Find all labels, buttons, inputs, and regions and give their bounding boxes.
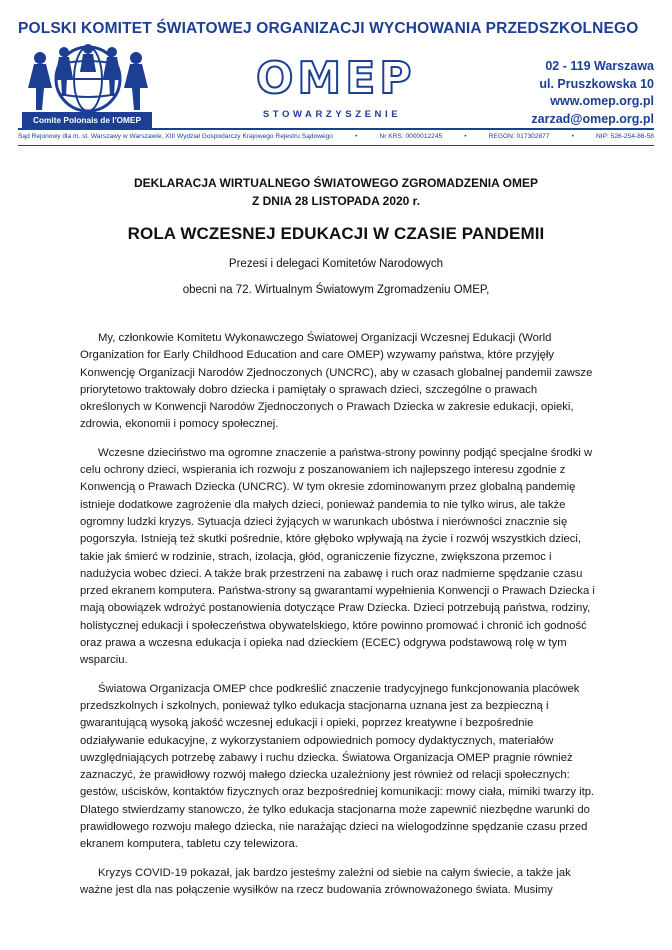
contact-block xyxy=(474,58,654,128)
paragraph: Wczesne dzieciństwo ma ogromne znaczenie a państwa-strony powinny podjąć specjalne środki w celu ochrony dzieci, wspierania ich rozwoju z poszanowaniem ich najlepszego interesu zgodnie z Konwencją o Prawach Dziecka (UNCRC). W tym okresie zdominowanym przez globalną pandemię istnieje dodatkowe zagrożenie dla małych dzieci, ponieważ pandemia to nie tylko wirus, ale także ogromny ludzki kryzys. Sytuacja dzieci żyjących w warunkach ubóstwa i nierówności znacznie się pogorszyła. Istnieją też skutki pośrednie, które głęboko wpływają na życie i rozwój wszystkich dzieci, takie jak śmierć w rodzinie, strach, izolacja, głód, ograniczenie fizyczne, zwiększona przemoc i nadużycia wobec dzieci. A także brak przestrzeni na zabawę i ruch oraz nadmierne spędzanie czasu przed ekranem komputera. Państwa-strony są gwarantami wypełnienia Konwencji o Prawach Dziecka i mają obowiązek wdrożyć postanowienia dotyczące Praw Dziecka. Dzieci potrzebują państwa, rodziny, holistycznej edukacji i społeczeństwa obywatelskiego, które powinno promować i chronić ich godność oraz prawa a wczesna edukacja i opieka nad dzieckiem (ECEC) odgrywa podstawową rolę w tym wsparciu. xyxy=(80,446,595,667)
registry-court: Sąd Rejonowy dla m. st. Warszawy w Warszawie, XIII Wydział Gospodarczy Krajowego Rejestru Sądowego xyxy=(18,133,333,140)
omep-wordmark: OMEP xyxy=(256,53,416,104)
letterhead-divider-top xyxy=(18,128,654,130)
paragraph: My, członkowie Komitetu Wykonawczego Światowej Organizacji Wczesnej Edukacji (World Organization for Early Childhood Education and care OMEP) wzywamy państwa, które przyjęły Konwencję Organizacji Narodów Zjednoczonych (UNCRC), aby w czasach globalnej pandemii zawsze priorytetowo traktowały dobro dziecka i pamiętały o sprawach dzieci, szczególne o prawach określonych w Konwencji Narodów Zjednoczonych o Prawach Dziecka w zakresie edukacji, opieki, zdrowia, ekonomii i pomocy społecznej. xyxy=(80,332,593,431)
street-address: ul. Pruszkowska 10 xyxy=(539,76,654,91)
paragraph: Światowa Organizacja OMEP chce podkreślić znaczenie tradycyjnego funkcjonowania placówek przedszkolnych i szkolnych, ponieważ tylko edukacja stacjonarna uznana jest za bezpieczną i gwarantującą wysoką jakość wczesnej edukacji i opieki, poprzez kreatywne i bezpośrednie odziaływanie edukacyjne, z wykorzystaniem odpowiednich pomocy dydaktycznych, materiałów uwzględniających potrzebę zabawy i ruchu dziecka. Światowa Organizacja OMEP pragnie również zaznaczyć, że prawidłowy rozwój małego dziecka uzależniony jest również od relacji społecznych: gestów, uścisków, kontaktów fizycznych oraz bezpośredniej komunikacji: mowy ciała, mimiki twarzy itp. Dlatego stwierdzamy stanowczo, że tylko edukacja stacjonarna może zapewnić niezbędne warunki do prawidłowego rozwoju małego dziecka, nie narażając dzieci na wielogodzinne spędzanie czasu przed ekranem komputera, tabletu czy telewizora. xyxy=(80,682,595,851)
declaration-heading-line1: DEKLARACJA WIRTUALNEGO ŚWIATOWEGO ZGROMADZENIA OMEP xyxy=(134,176,538,190)
logo-caption: Comite Polonais de l'OMEP xyxy=(22,112,152,128)
omep-logo xyxy=(22,44,154,136)
bullet-icon: • xyxy=(464,133,467,140)
registry-regon: REGON: 017302877 xyxy=(488,133,550,140)
postal-address: 02 - 119 Warszawa xyxy=(545,59,654,73)
paragraph: Kryzys COVID-19 pokazał, jak bardzo jesteśmy zależni od siebie na całym świecie, a także jak ważne jest dla nas połączenie wysiłków na rzecz budowania zrównoważonego świata. Musimy xyxy=(80,866,571,896)
letterhead xyxy=(0,0,672,160)
website-link[interactable]: www.omep.org.pl xyxy=(550,94,654,108)
email-link[interactable]: zarzad@omep.org.pl xyxy=(531,111,654,126)
document-title: ROLA WCZESNEJ EDUKACJI W CZASIE PANDEMII xyxy=(127,224,545,243)
addressee-line2: obecni na 72. Wirtualnym Światowym Zgromadzeniu OMEP, xyxy=(182,284,490,296)
declaration-body xyxy=(80,330,600,910)
registry-line xyxy=(18,133,654,140)
globe-children-icon xyxy=(22,44,154,114)
registry-nip: NIP: 526-254-86-58 xyxy=(596,133,654,140)
bullet-icon: • xyxy=(355,133,358,140)
registry-krs: Nr KRS: 0000012245 xyxy=(379,133,443,140)
organization-title: POLSKI KOMITET ŚWIATOWEJ ORGANIZACJI WYCHOWANIA PRZEDSZKOLNEGO xyxy=(18,20,639,37)
addressee-line1: Prezesi i delegaci Komitetów Narodowych xyxy=(228,258,444,270)
declaration-heading-line2: Z DNIA 28 LISTOPADA 2020 r. xyxy=(251,194,421,208)
letterhead-divider-bottom xyxy=(18,145,654,146)
bullet-icon: • xyxy=(571,133,574,140)
stowarzyszenie-label: STOWARZYSZENIE xyxy=(262,109,402,120)
